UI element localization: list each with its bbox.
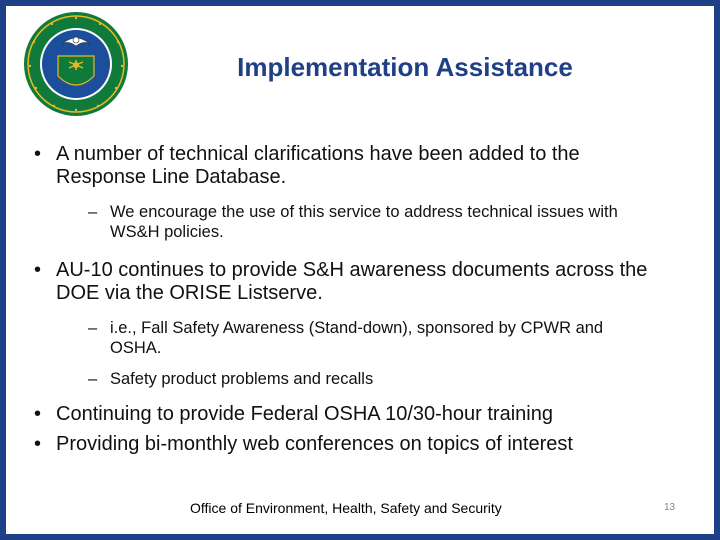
bullet-text: AU-10 continues to provide S&H awareness documents across the DOE via the ORISE Listserve.	[56, 259, 648, 304]
bullet-item	[34, 403, 666, 426]
bullet-marker: •	[34, 433, 42, 455]
bullet-item	[34, 143, 666, 189]
sub-bullet-marker: –	[88, 319, 98, 337]
bullet-marker: •	[34, 403, 42, 425]
sub-bullet-text: We encourage the use of this service to address technical issues with WS&H policies.	[110, 203, 618, 241]
bullet-text: A number of technical clarifications have been added to the Response Line Database.	[56, 143, 580, 188]
sub-bullet-item	[88, 202, 650, 242]
doe-seal-icon	[22, 10, 130, 118]
page-number: 13	[664, 502, 676, 513]
bullet-item	[34, 433, 666, 456]
slide-title: Implementation Assistance	[237, 52, 573, 82]
slide-footer: Office of Environment, Health, Safety and Security	[190, 500, 502, 516]
sub-bullet-marker: –	[88, 370, 98, 388]
sub-bullet-marker: –	[88, 203, 98, 221]
bullet-marker: •	[34, 143, 42, 165]
sub-bullet-text: i.e., Fall Safety Awareness (Stand-down), sponsored by CPWR and OSHA.	[110, 319, 604, 357]
bullet-item	[34, 259, 666, 305]
sub-bullet-item	[88, 369, 650, 389]
bullet-marker: •	[34, 259, 42, 281]
bullet-text: Continuing to provide Federal OSHA 10/30-hour training	[56, 403, 553, 425]
sub-bullet-item	[88, 318, 650, 358]
sub-bullet-text: Safety product problems and recalls	[110, 370, 374, 388]
bullet-text: Providing bi-monthly web conferences on topics of interest	[56, 433, 573, 455]
